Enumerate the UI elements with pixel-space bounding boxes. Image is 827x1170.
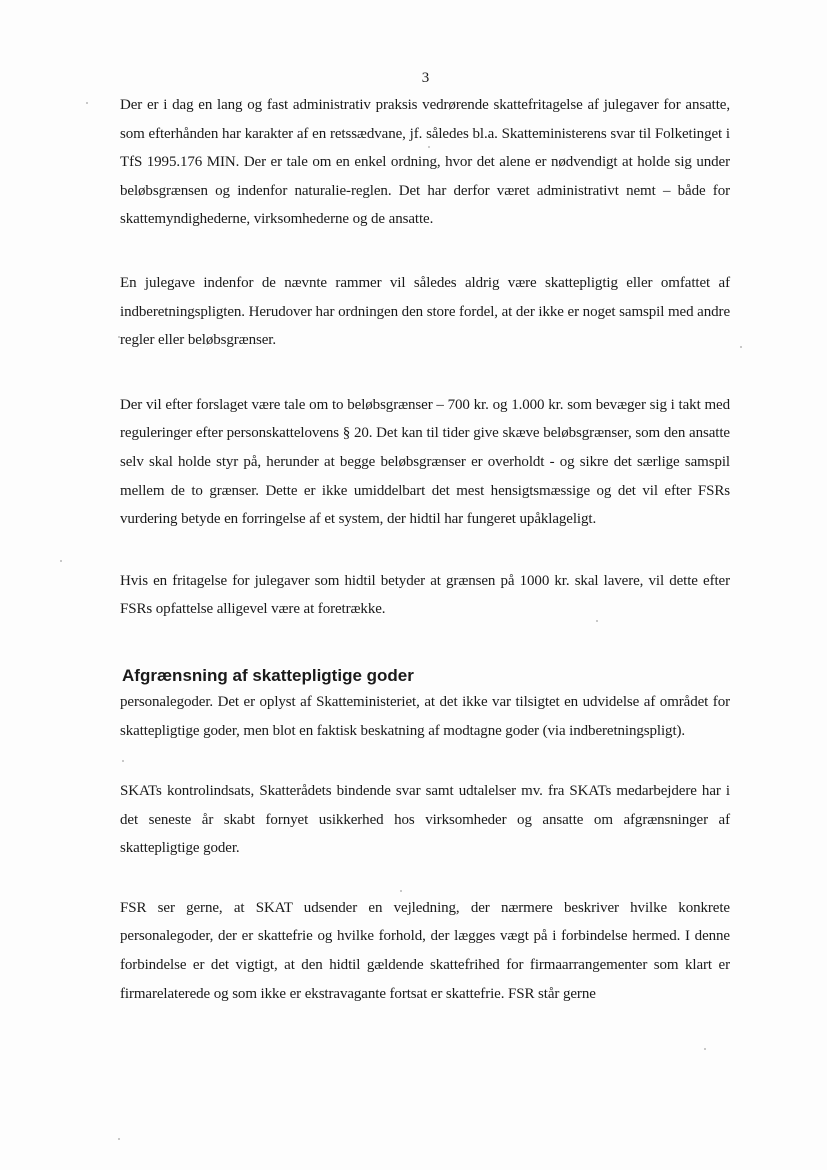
- scan-speck: [596, 620, 598, 622]
- paragraph-beloebsgraenser: Der vil efter forslaget være tale om to beløbsgrænser – 700 kr. og 1.000 kr. som bevæger sig i takt med reguleringer efter personskattelovens § 20. Det kan til tider give skæve beløbsgrænser, som den ansatte selv skal holde styr på, herunder at begge beløbsgrænser er overholdt - og sikre det særlige samspil mellem de to grænser. Dette er ikke umiddelbart det mest hensigtsmæssige og det vil efter FSRs vurdering betyde en forringelse af et system, der hidtil har fungeret upåklageligt.: [120, 396, 730, 528]
- paragraph-fritagelse-julegaver: Hvis en fritagelse for julegaver som hidtil betyder at grænsen på 1000 kr. skal lavere, vil dette efter FSRs opfattelse alligevel være at foretrække.: [120, 572, 730, 618]
- scan-speck: [740, 346, 742, 348]
- scan-speck: [60, 560, 62, 562]
- section-heading-afgraensning: Afgrænsning af skattepligtige goder: [122, 665, 414, 685]
- scan-speck: [704, 1048, 706, 1050]
- paragraph-skat-kontrolindsats: SKATs kontrolindsats, Skatterådets bindende svar samt udtalelser mv. fra SKATs medarbejdere har i det seneste år skabt fornyet usikkerhed hos virksomheder og ansatte om afgrænsninger af skattepligtige goder.: [120, 783, 730, 857]
- scan-speck: [122, 760, 124, 762]
- paragraph-julegaver-praksis: Der er i dag en lang og fast administrativ praksis vedrørende skattefritagelse af julegaver for ansatte, som efterhånden har karakter af en retssædvane, jf. således bl.a. Skatteministerens svar til Folketinget i TfS 1995.176 MIN. Der er tale om en enkel ordning, hvor det alene er nødvendigt at holde sig under beløbsgrænsen og indenfor naturalie-reglen. Det har derfor været administrativt nemt – både for skattemyndighederne, virksomhederne og de ansatte.: [120, 97, 730, 228]
- document-body: [120, 91, 730, 1008]
- scan-speck: [428, 146, 430, 148]
- paragraph-personalegoder: personalegoder. Det er oplyst af Skatteministeriet, at det ikke var tilsigtet en udvidelse af området for skattepligtige goder, men blot en faktisk beskatning af modtagne goder (via indberetningspligt).: [120, 693, 730, 739]
- scan-speck: [86, 102, 88, 104]
- scan-speck: [118, 336, 120, 338]
- paragraph-fsr-vejledning: FSR ser gerne, at SKAT udsender en vejledning, der nærmere beskriver hvilke konkrete personalegoder, der er skattefrie og hvilke forhold, der lægges vægt på i forbindelse hermed. I denne forbindelse er det vigtigt, at den hidtil gældende skattefrihed for firmaarrangementer som klart er firmarelaterede og som ikke er ekstravagante fortsat er skattefrie. FSR står gerne: [120, 899, 730, 1002]
- scan-speck: [400, 890, 402, 892]
- page-number: 3: [421, 70, 430, 86]
- scan-speck: [118, 1138, 120, 1140]
- paragraph-julegave-rammer: En julegave indenfor de nævnte rammer vil således aldrig være skattepligtig eller omfattet af indberetningspligten. Herudover har ordningen den store fordel, at der ikke er noget samspil med andre regler eller beløbsgrænser.: [120, 274, 730, 349]
